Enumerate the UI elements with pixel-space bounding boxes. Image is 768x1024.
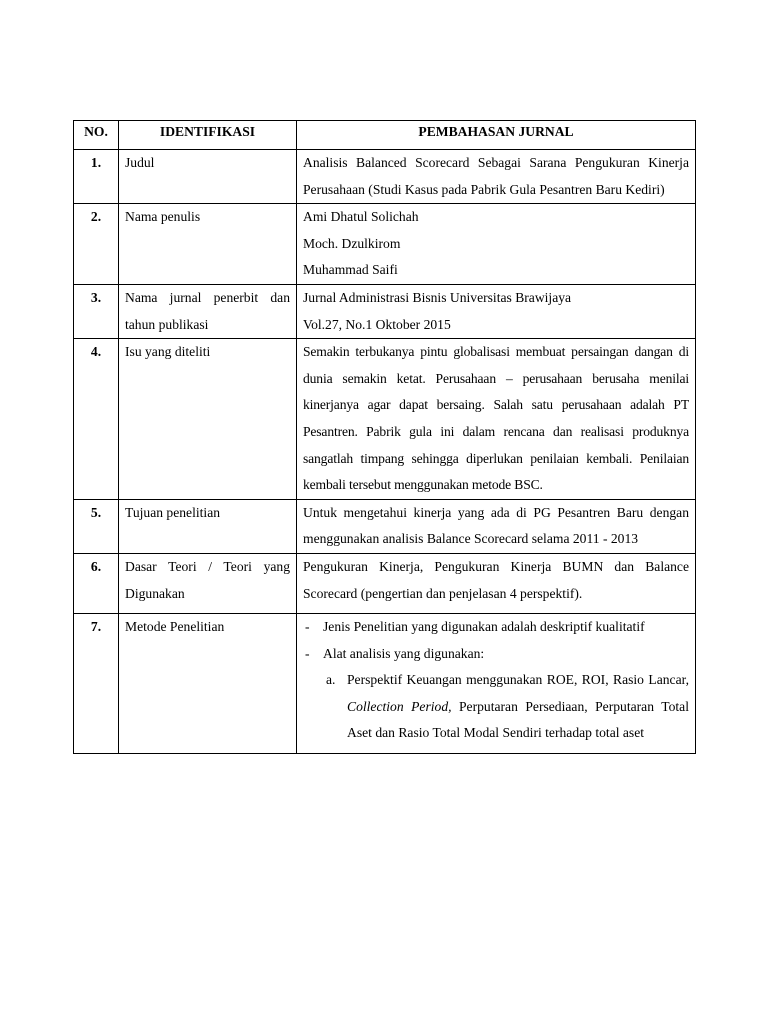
row-number: 2. (74, 204, 119, 285)
table-row (74, 499, 696, 553)
row-pembahasan: Semakin terbukanya pintu globalisasi membuat persaingan dangan di dunia semakin ketat. Perusahaan – perusahaan berusaha menilai kinerjanya agar dapat bersaing. Salah satu perusahaan adalah PT Pesantren. Pabrik gula ini dalam rencana dan realisasi produknya sangatlah timpang sehingga diperlukan penilaian kembali. Penilaian kembali tersebut menggunakan metode BSC. (297, 339, 696, 500)
row-identifikasi: Judul (119, 150, 297, 204)
method-bullet: - Alat analisis yang digunakan: (303, 641, 689, 668)
row-pembahasan: Untuk mengetahui kinerja yang ada di PG Pesantren Baru dengan menggunakan analisis Balance Scorecard selama 2011 - 2013 (297, 499, 696, 553)
table-row (74, 614, 696, 754)
row-pembahasan: Pengukuran Kinerja, Pengukuran Kinerja BUMN dan Balance Scorecard (pengertian dan penjelasan 4 perspektif). (297, 553, 696, 613)
row-number: 5. (74, 499, 119, 553)
row-identifikasi: Nama penulis (119, 204, 297, 285)
method-bullet: - Jenis Penelitian yang digunakan adalah deskriptif kualitatif (303, 614, 689, 641)
journal-volume: Vol.27, No.1 Oktober 2015 (303, 316, 451, 332)
row-pembahasan (297, 614, 696, 754)
header-pembahasan: PEMBAHASAN JURNAL (297, 121, 696, 150)
journal-review-table (73, 120, 696, 754)
table-row (74, 553, 696, 613)
header-identifikasi: IDENTIFIKASI (119, 121, 297, 150)
journal-name: Jurnal Administrasi Bisnis Universitas Brawijaya (303, 289, 572, 305)
author-name: Ami Dhatul Solichah (303, 209, 419, 225)
table-row (74, 284, 696, 338)
sub-item-text-rest: Perputaran Persediaan, Perputaran Total Aset dan Rasio Total Modal Sendiri terhadap total aset (347, 698, 689, 741)
sub-item-text: Perspektif Keuangan menggunakan ROE, ROI, Rasio Lancar, (347, 672, 689, 688)
row-number: 6. (74, 553, 119, 613)
row-number: 3. (74, 284, 119, 338)
table-header-row (74, 121, 696, 150)
row-identifikasi: Tujuan penelitian (119, 499, 297, 553)
author-name: Moch. Dzulkirom (303, 235, 401, 251)
row-identifikasi: Metode Penelitian (119, 614, 297, 754)
table-row (74, 204, 696, 285)
row-number: 4. (74, 339, 119, 500)
table-row (74, 150, 696, 204)
row-identifikasi: Isu yang diteliti (119, 339, 297, 500)
header-no: NO. (74, 121, 119, 150)
sub-item-italic: Collection Period, (347, 698, 452, 714)
author-name: Muhammad Saifi (303, 262, 398, 278)
row-pembahasan (297, 284, 696, 338)
row-number: 1. (74, 150, 119, 204)
row-number: 7. (74, 614, 119, 754)
sub-item-label: a. (326, 672, 336, 688)
table-row (74, 339, 696, 500)
row-pembahasan: Analisis Balanced Scorecard Sebagai Sarana Pengukuran Kinerja Perusahaan (Studi Kasus pada Pabrik Gula Pesantren Baru Kediri) (297, 150, 696, 204)
method-sub-item (303, 667, 689, 747)
row-identifikasi: Nama jurnal penerbit dan tahun publikasi (119, 284, 297, 338)
row-identifikasi: Dasar Teori / Teori yang Digunakan (119, 553, 297, 613)
row-pembahasan (297, 204, 696, 285)
